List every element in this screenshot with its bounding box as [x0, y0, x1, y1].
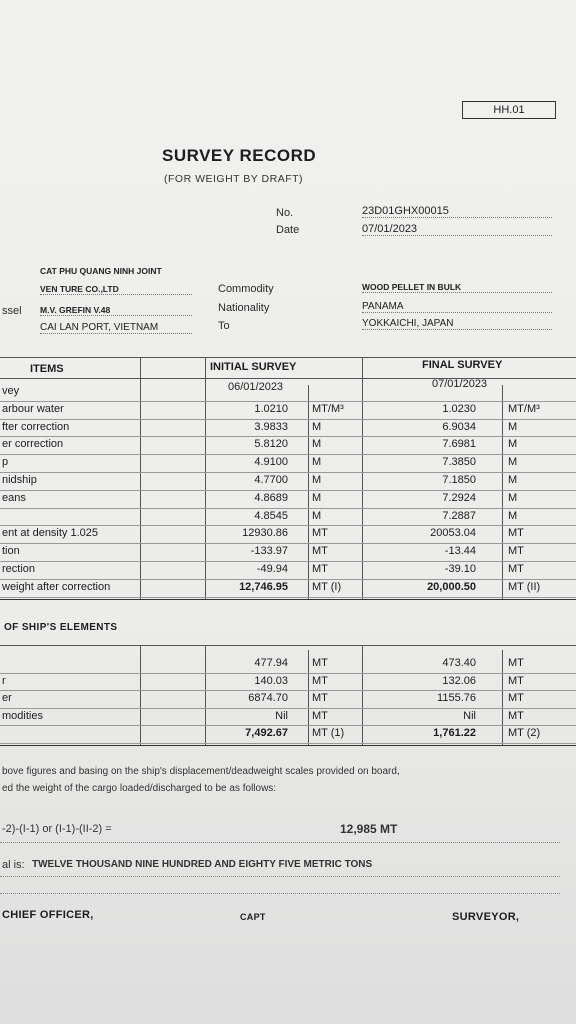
items-header: ITEMS	[30, 363, 64, 375]
to-label: To	[218, 320, 230, 332]
row-label: modities	[2, 709, 43, 722]
final-value: 1,761.22	[433, 727, 476, 739]
final-value: 20,000.50	[427, 580, 476, 593]
initial-unit: M	[312, 438, 322, 451]
row-label: p	[2, 456, 9, 469]
final-value: 1155.76	[437, 692, 476, 704]
date-label: Date	[276, 224, 300, 236]
initial-unit: M	[312, 474, 322, 486]
final-unit: M	[508, 474, 518, 486]
to-value: YOKKAICHI, JAPAN	[362, 318, 552, 330]
final-value: 7.3850	[442, 456, 476, 469]
final-unit: M	[508, 420, 518, 433]
no-label: No.	[276, 207, 294, 219]
final-value: Nil	[463, 709, 476, 722]
note-line-1: bove figures and basing on the ship's displacement/deadweight scales provided on board,	[2, 766, 400, 777]
final-unit: MT	[508, 692, 524, 704]
final-value: 132.06	[442, 674, 476, 687]
capt-signature: CAPT	[240, 912, 266, 922]
row-label: tion	[2, 545, 20, 558]
initial-unit: M	[312, 420, 322, 433]
initial-value: -49.94	[256, 563, 288, 575]
initial-unit: M	[312, 456, 322, 469]
final-survey-header: FINAL SURVEY	[422, 359, 503, 371]
final-value: -13.44	[444, 545, 476, 558]
final-unit: MT	[508, 674, 524, 687]
initial-value: 140.03	[254, 674, 288, 687]
initial-value: 1.0210	[254, 402, 288, 415]
initial-unit: M	[312, 509, 322, 522]
row-label: vey	[2, 385, 20, 397]
row-label: fter correction	[2, 420, 70, 433]
initial-value: 5.8120	[254, 438, 288, 451]
final-unit: M	[508, 509, 518, 522]
final-unit: MT	[508, 527, 524, 540]
initial-value: 4.9100	[254, 456, 288, 469]
vessel-label: ssel	[2, 305, 22, 317]
date-value: 07/01/2023	[362, 223, 552, 236]
final-unit: M	[508, 456, 518, 469]
row-label: er correction	[2, 438, 64, 451]
company-line1: CAT PHU QUANG NINH JOINT	[40, 266, 162, 276]
final-unit: M	[508, 438, 518, 451]
initial-unit: MT/M³	[312, 402, 344, 415]
final-unit: M	[508, 491, 518, 504]
initial-survey-date: 06/01/2023	[228, 381, 284, 393]
final-value: 7.6981	[442, 438, 476, 451]
port-value: CAI LAN PORT, VIETNAM	[40, 322, 192, 334]
commodity-label: Commodity	[218, 283, 274, 295]
initial-unit: MT	[312, 545, 328, 558]
initial-value: -133.97	[250, 545, 288, 558]
form-code: HH.01	[462, 101, 556, 119]
chief-officer-signature: CHIEF OFFICER,	[2, 909, 94, 921]
final-unit: MT	[508, 709, 524, 722]
no-value: 23D01GHX00015	[362, 205, 552, 218]
row-label: arbour water	[2, 402, 64, 415]
final-unit: MT	[508, 657, 524, 669]
row-label: weight after correction	[2, 580, 111, 593]
initial-unit: MT (1)	[312, 727, 345, 739]
initial-survey-header: INITIAL SURVEY	[210, 361, 297, 373]
row-label: eans	[2, 491, 26, 504]
initial-value: 4.8545	[254, 509, 288, 522]
initial-unit: M	[312, 491, 322, 504]
nationality-label: Nationality	[218, 302, 270, 314]
initial-value: 4.8689	[254, 491, 288, 504]
nationality-value: PANAMA	[362, 301, 552, 313]
document-title: SURVEY RECORD	[162, 146, 317, 165]
initial-value: 12,746.95	[239, 580, 288, 593]
initial-unit: MT	[312, 527, 328, 540]
final-value: -39.10	[444, 563, 476, 575]
formula: -2)-(I-1) or (I-1)-(II-2) =	[2, 823, 112, 835]
initial-unit: MT	[312, 692, 328, 704]
total-words-value: TWELVE THOUSAND NINE HUNDRED AND EIGHTY FIVE METRIC TONS	[32, 859, 373, 870]
final-unit: MT (II)	[508, 580, 541, 593]
vessel-value: M.V. GREFIN V.48	[40, 305, 192, 316]
commodity-value: WOOD PELLET IN BULK	[362, 282, 552, 293]
final-value: 1.0230	[442, 402, 476, 415]
row-label: r	[2, 674, 6, 687]
row-label: rection	[2, 563, 36, 575]
final-value: 7.1850	[442, 474, 476, 486]
initial-unit: MT	[312, 563, 328, 575]
final-survey-date: 07/01/2023	[432, 378, 488, 390]
initial-value: 7,492.67	[245, 727, 288, 739]
initial-value: 477.94	[254, 657, 288, 669]
final-value: 473.40	[442, 657, 476, 669]
row-label: nidship	[2, 474, 37, 486]
row-label: er	[2, 692, 12, 704]
document-subtitle: (FOR WEIGHT BY DRAFT)	[164, 173, 304, 185]
final-value: 20053.04	[430, 527, 476, 540]
final-value: 6.9034	[442, 420, 476, 433]
result-weight: 12,985 MT	[340, 822, 398, 836]
final-value: 7.2924	[442, 491, 476, 504]
final-value: 7.2887	[442, 509, 476, 522]
initial-value: 6874.70	[248, 692, 288, 704]
ship-elements-header: OF SHIP'S ELEMENTS	[4, 622, 118, 633]
initial-value: 4.7700	[254, 474, 288, 486]
initial-value: 12930.86	[242, 527, 288, 540]
row-label: ent at density 1.025	[2, 527, 99, 540]
initial-unit: MT (I)	[312, 580, 342, 593]
final-unit: MT	[508, 545, 524, 558]
initial-unit: MT	[312, 709, 328, 722]
note-line-2: ed the weight of the cargo loaded/discharged to be as follows:	[2, 783, 277, 794]
final-unit: MT (2)	[508, 727, 541, 739]
total-words-label: al is:	[2, 859, 25, 871]
company-line2: VEN TURE CO.,LTD	[40, 284, 192, 295]
final-unit: MT/M³	[508, 402, 540, 415]
initial-unit: MT	[312, 657, 328, 669]
final-unit: MT	[508, 563, 524, 575]
surveyor-signature: SURVEYOR,	[452, 911, 520, 923]
initial-unit: MT	[312, 674, 328, 687]
initial-value: Nil	[275, 709, 288, 722]
initial-value: 3.9833	[254, 420, 288, 433]
